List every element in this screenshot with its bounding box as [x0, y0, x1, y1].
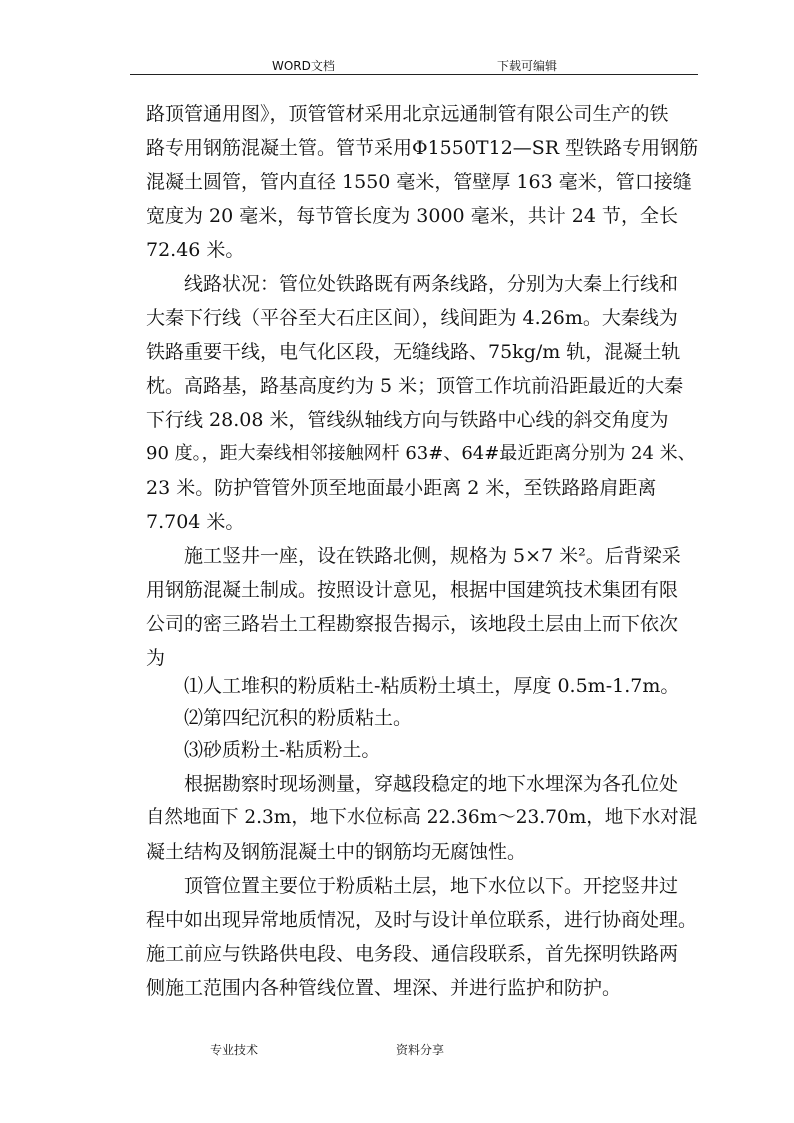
text-line: 凝土结构及钢筋混凝土中的钢筋均无腐蚀性。 [146, 841, 527, 863]
text-line: 混凝土圆管，管内直径 1550 毫米，管壁厚 163 毫米，管口接缝 [146, 171, 692, 193]
text-line: 程中如出现异常地质情况，及时与设计单位联系，进行协商处理。 [146, 909, 698, 931]
text-line: 72.46 米。 [146, 239, 245, 261]
text-line: 路专用钢筋混凝土管。管节采用Φ1550T12—SR 型铁路专用钢筋 [146, 137, 699, 159]
text-line: 铁路重要干线，电气化区段，无缝线路、75kg/m 轨，混凝土轨 [146, 341, 681, 363]
footer-left-text: 专业技术 [210, 1043, 259, 1057]
text-line: 线路状况：管位处铁路既有两条线路，分别为大秦上行线和 [184, 273, 679, 295]
list-item: ⑶砂质粉土-粘质粉土。 [184, 739, 381, 761]
text-line: 大秦下行线（平谷至大石庄区间），线间距为 4.26m。大秦线为 [146, 307, 678, 329]
text-line: 顶管位置主要位于粉质粘土层，地下水位以下。开挖竖井过 [184, 875, 679, 897]
text-line: 90 度。，距大秦线相邻接触网杆 63#、64#最近距离分别为 24 米、 [146, 443, 696, 464]
text-line: 7.704 米。 [146, 511, 245, 533]
text-line: 路顶管通用图》，顶管管材采用北京远通制管有限公司生产的铁 [146, 103, 669, 125]
list-item: ⑵第四纪沉积的粉质粘土。 [184, 707, 413, 729]
text-line: 下行线 28.08 米，管线纵轴线方向与铁路中心线的斜交角度为 [146, 409, 669, 431]
footer-right-text: 资料分享 [396, 1043, 445, 1057]
text-line: 枕。高路基，路基高度约为 5 米；顶管工作坑前沿距最近的大秦 [146, 375, 684, 397]
text-line: 施工前应与铁路供电段、电务段、通信段联系，首先探明铁路两 [146, 943, 679, 965]
text-line: 自然地面下 2.3m，地下水位标高 22.36m～23.70m，地下水对混 [146, 807, 698, 828]
text-line: 公司的密三路岩土工程勘察报告揭示，该地段土层由上而下依次 [146, 613, 679, 635]
header-left-text: WORD文档 [272, 59, 335, 73]
text-line: 宽度为 20 毫米，每节管长度为 3000 毫米，共计 24 节，全长 [146, 205, 678, 227]
text-line: 施工竖井一座，设在铁路北侧，规格为 5×7 米²。后背梁采 [184, 545, 681, 567]
header-right-text: 下载可编辑 [497, 59, 558, 73]
text-line: 侧施工范围内各种管线位置、埋深、并进行监护和防护。 [146, 977, 622, 999]
text-line: 为 [146, 647, 166, 669]
text-line: 用钢筋混凝土制成。按照设计意见，根据中国建筑技术集团有限 [146, 579, 679, 601]
text-line: 23 米。防护管管外顶至地面最小距离 2 米，至铁路路肩距离 [146, 477, 657, 499]
list-item: ⑴人工堆积的粉质粘土-粘质粉土填土，厚度 0.5m-1.7m。 [184, 675, 680, 697]
text-line: 根据勘察时现场测量，穿越段稳定的地下水埋深为各孔位处 [184, 773, 679, 795]
header-rule [130, 74, 698, 75]
